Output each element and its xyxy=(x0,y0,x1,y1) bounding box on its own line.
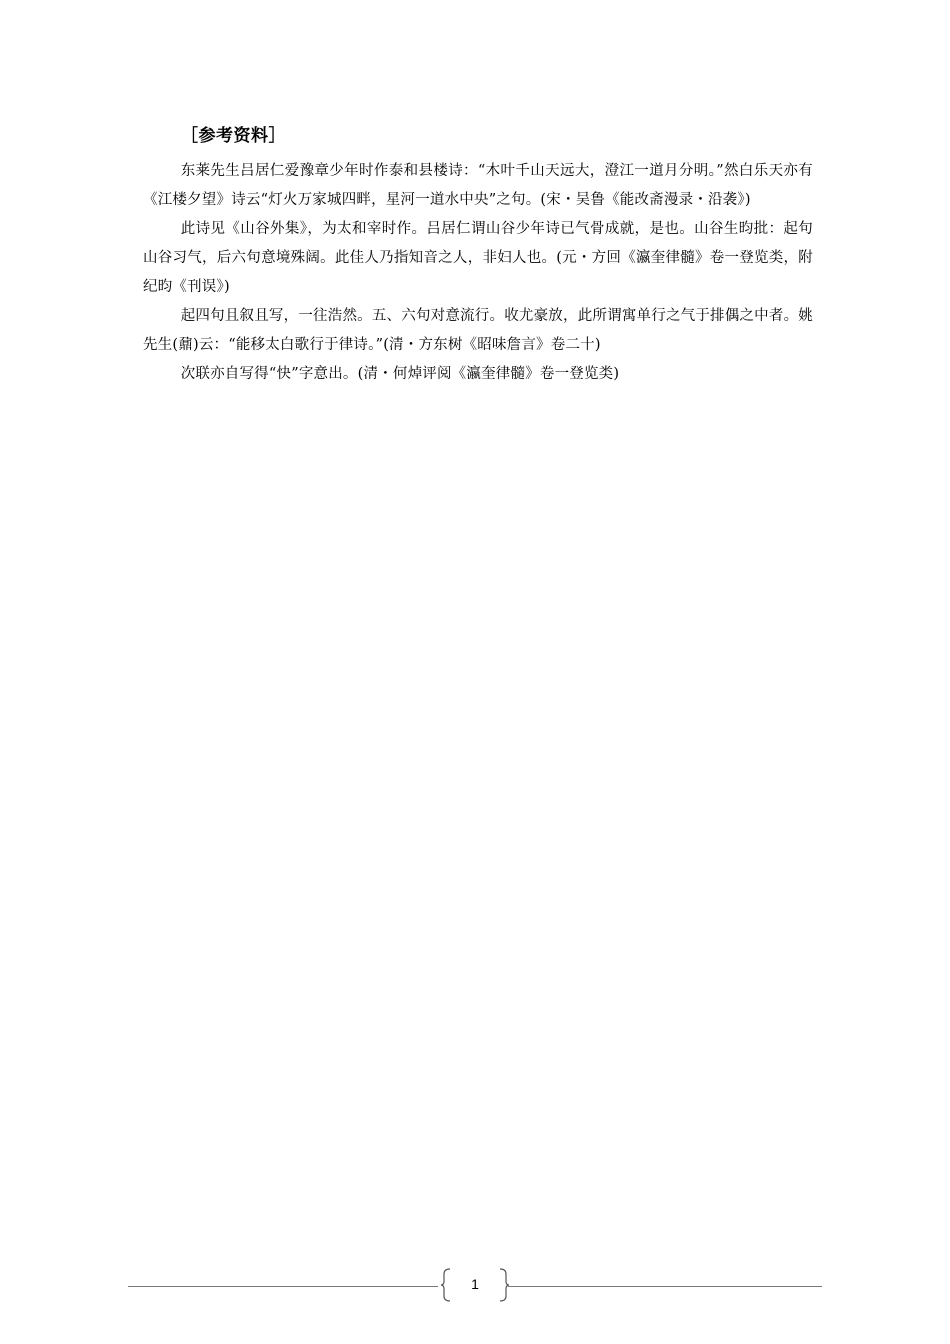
reference-paragraph-4: 次联亦自写得“快”字意出。(清・何焯评阅《瀛奎律髓》卷一登览类) xyxy=(180,366,620,382)
reference-paragraph-3: 起四句且叙且写，一往浩然。五、六句对意流行。收尤豪放，此所谓寓单行之气于排偶之中者。姚先生(鼐)云：“能移太白歌行于律诗。”(清・方东树《昭味詹言》卷二十) xyxy=(143,308,813,353)
page-number: 1 xyxy=(471,1276,479,1292)
footer-divider-right xyxy=(508,1286,822,1287)
section-heading: ［参考资料］ xyxy=(181,126,286,146)
left-brace-icon xyxy=(440,1268,452,1302)
page-footer xyxy=(128,1268,822,1304)
footer-divider-left xyxy=(128,1286,438,1287)
right-brace-icon xyxy=(498,1268,510,1302)
reference-paragraph-1: 东莱先生吕居仁爱豫章少年时作泰和县楼诗：“木叶千山天远大，澄江一道月分明。”然白乐天亦有《江楼夕望》诗云“灯火万家城四畔，星河一道水中央”之句。(宋・吴鲁《能改斋漫录・沿袭》) xyxy=(143,163,813,208)
reference-paragraph-2: 此诗见《山谷外集》，为太和宰时作。吕居仁谓山谷少年诗已气骨成就，是也。山谷生昀批：起句山谷习气，后六句意境殊阔。此佳人乃指知音之人，非妇人也。(元・方回《瀛奎律髓》卷一登览类，附纪昀《刊误》) xyxy=(143,221,813,295)
reference-section xyxy=(143,123,813,389)
